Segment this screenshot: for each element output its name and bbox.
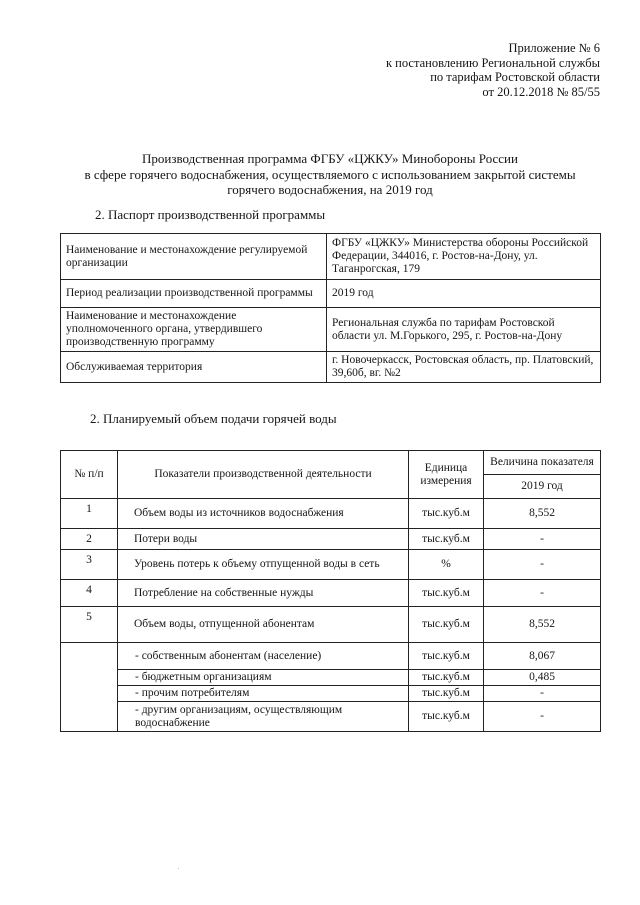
passport-key: Обслуживаемая территория bbox=[61, 352, 327, 383]
table-row bbox=[61, 499, 601, 529]
row-unit: % bbox=[409, 550, 484, 580]
passport-key: Наименование и местонахождение регулируемой организации bbox=[61, 234, 327, 280]
table-row bbox=[61, 308, 601, 352]
row-unit: тыс.куб.м bbox=[409, 529, 484, 550]
appendix-authority: по тарифам Ростовской области bbox=[430, 70, 600, 84]
passport-value: 2019 год bbox=[327, 280, 601, 308]
title-line-1: Производственная программа ФГБУ «ЦЖКУ» Минобороны России bbox=[142, 151, 518, 166]
appendix-number: Приложение № 6 bbox=[508, 41, 600, 55]
table-row bbox=[61, 352, 601, 383]
subrow-unit: тыс.куб.м bbox=[409, 702, 484, 732]
title-line-3: горячего водоснабжения, на 2019 год bbox=[227, 182, 433, 197]
passport-key: Период реализации производственной программы bbox=[61, 280, 327, 308]
subrow-value: - bbox=[484, 686, 601, 702]
row-indicator: Объем воды, отпущенной абонентам bbox=[118, 607, 409, 643]
appendix-resolution: к постановлению Региональной службы bbox=[385, 55, 600, 70]
subrow-indicator: - другим организациям, осуществляющим водоснабжение bbox=[118, 702, 409, 732]
row-num: 4 bbox=[61, 580, 118, 607]
table-row bbox=[61, 234, 601, 280]
volume-heading: 2. Планируемый объем подачи горячей воды bbox=[90, 411, 337, 426]
subrow-unit: тыс.куб.м bbox=[409, 670, 484, 686]
row-num: 2 bbox=[61, 529, 118, 550]
header-unit: Единица измерения bbox=[409, 451, 484, 499]
table-row bbox=[61, 580, 601, 607]
table-subrow bbox=[61, 643, 601, 670]
row-value: - bbox=[484, 580, 601, 607]
table-row bbox=[61, 529, 601, 550]
header-row bbox=[61, 451, 601, 475]
row-num: 1 bbox=[61, 499, 118, 529]
subrow-unit: тыс.куб.м bbox=[409, 643, 484, 670]
header-indicator: Показатели производственной деятельности bbox=[118, 451, 409, 499]
subrow-indicator: - бюджетным организациям bbox=[118, 670, 409, 686]
document-title bbox=[60, 151, 600, 198]
passport-value: г. Новочеркасск, Ростовская область, пр. Платовский, 39,60б, вг. №2 bbox=[327, 352, 601, 383]
row-value: - bbox=[484, 550, 601, 580]
header-year: 2019 год bbox=[484, 475, 601, 499]
scan-speck bbox=[178, 868, 179, 869]
subrow-value: - bbox=[484, 702, 601, 732]
passport-table bbox=[60, 233, 601, 383]
table-row bbox=[61, 607, 601, 643]
row-indicator: Потребление на собственные нужды bbox=[118, 580, 409, 607]
row-value: 8,552 bbox=[484, 607, 601, 643]
row-value: 8,552 bbox=[484, 499, 601, 529]
subrow-unit: тыс.куб.м bbox=[409, 686, 484, 702]
table-subrow bbox=[61, 686, 601, 702]
table-subrow bbox=[61, 670, 601, 686]
passport-value: Региональная служба по тарифам Ростовской области ул. М.Горького, 295, г. Ростов-на-Дону bbox=[327, 308, 601, 352]
table-subrow bbox=[61, 702, 601, 732]
header-value: Величина показателя bbox=[484, 451, 601, 475]
passport-heading: 2. Паспорт производственной программы bbox=[95, 207, 326, 222]
header-num: № п/п bbox=[61, 451, 118, 499]
row-indicator: Уровень потерь к объему отпущенной воды в сеть bbox=[118, 550, 409, 580]
row-indicator: Потери воды bbox=[118, 529, 409, 550]
subrow-indicator: - собственным абонентам (население) bbox=[118, 643, 409, 670]
subrow-indicator: - прочим потребителям bbox=[118, 686, 409, 702]
row-num: 3 bbox=[61, 550, 118, 580]
table-row bbox=[61, 550, 601, 580]
row-indicator: Объем воды из источников водоснабжения bbox=[118, 499, 409, 529]
row-unit: тыс.куб.м bbox=[409, 580, 484, 607]
passport-key: Наименование и местонахождение уполномоченного органа, утвердившего производственную программу bbox=[61, 308, 327, 352]
row-num: 5 bbox=[61, 607, 118, 643]
row-num-empty bbox=[61, 643, 118, 732]
passport-value: ФГБУ «ЦЖКУ» Министерства обороны Российской Федерации, 344016, г. Ростов-на-Дону, ул. Таганрогская, 179 bbox=[327, 234, 601, 280]
row-unit: тыс.куб.м bbox=[409, 499, 484, 529]
table-row bbox=[61, 280, 601, 308]
subrow-value: 0,485 bbox=[484, 670, 601, 686]
subrow-value: 8,067 bbox=[484, 643, 601, 670]
volume-table bbox=[60, 450, 601, 732]
appendix-block bbox=[386, 41, 600, 99]
appendix-date-number: от 20.12.2018 № 85/55 bbox=[482, 84, 600, 99]
title-line-2: в сфере горячего водоснабжения, осуществляемого с использованием закрытой системы bbox=[84, 166, 576, 182]
row-unit: тыс.куб.м bbox=[409, 607, 484, 643]
row-value: - bbox=[484, 529, 601, 550]
